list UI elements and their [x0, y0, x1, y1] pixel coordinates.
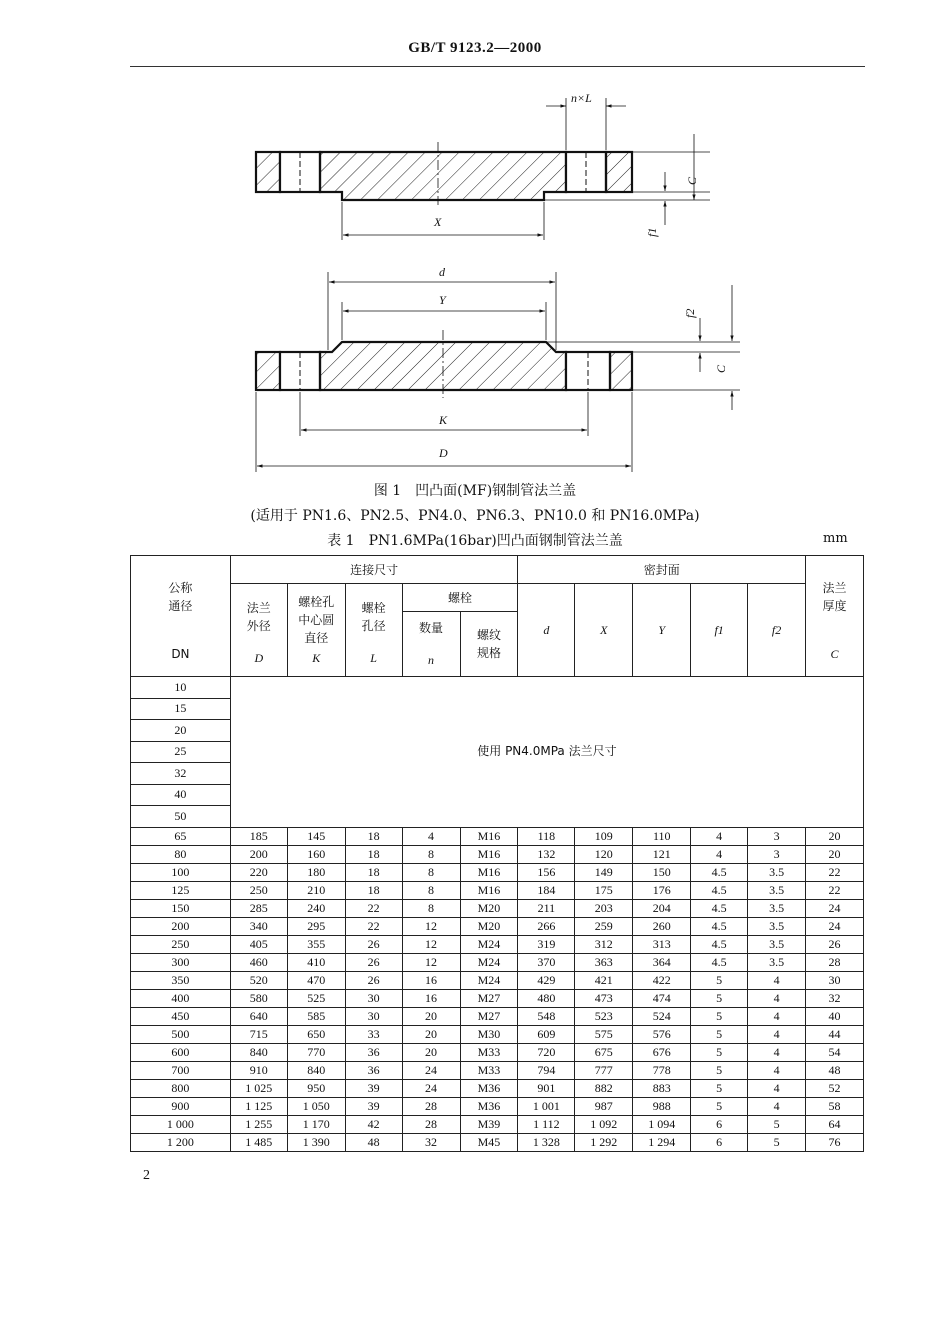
label-C-upper: C: [685, 176, 699, 185]
flange-drawing: [0, 0, 950, 530]
cell-n: 20: [402, 1007, 460, 1025]
figure-applicability: (适用于 PN1.6、PN2.5、PN4.0、PN6.3、PN10.0 和 PN16.0MPa): [250, 508, 700, 524]
cell-dn: 10: [131, 677, 231, 699]
cell-D: 910: [230, 1061, 287, 1079]
cell-dn: 65: [131, 827, 231, 845]
table-row: [131, 1007, 864, 1025]
cell-f1: 4.5: [691, 899, 748, 917]
cell-thread: M45: [460, 1133, 518, 1151]
cell-K: 410: [287, 953, 345, 971]
cell-thread: M16: [460, 845, 518, 863]
cell-X: 575: [575, 1025, 633, 1043]
lower-left-stub: [256, 352, 280, 390]
cell-f1: 4.5: [691, 935, 748, 953]
cell-d: 480: [518, 989, 575, 1007]
header-connection: 连接尺寸: [230, 556, 518, 584]
cell-n: 8: [402, 845, 460, 863]
cell-d: 1 001: [518, 1097, 575, 1115]
flange-dimension-table: [130, 555, 864, 1152]
cell-thread: M33: [460, 1043, 518, 1061]
cell-f2: 5: [748, 1133, 806, 1151]
cell-dn: 900: [131, 1097, 231, 1115]
cell-n: 12: [402, 935, 460, 953]
cell-dn: 300: [131, 953, 231, 971]
cell-dn: 80: [131, 845, 231, 863]
cell-thread: M16: [460, 827, 518, 845]
header-qty: [402, 612, 460, 677]
cell-thread: M24: [460, 971, 518, 989]
cell-thread: M36: [460, 1097, 518, 1115]
cell-L: 26: [345, 971, 402, 989]
cell-f1: 6: [691, 1133, 748, 1151]
cell-D: 1 485: [230, 1133, 287, 1151]
table-row: [131, 935, 864, 953]
header-nominal: [131, 556, 231, 677]
cell-Y: 110: [633, 827, 691, 845]
cell-K: 210: [287, 881, 345, 899]
cell-C: 20: [806, 845, 864, 863]
cell-C: 30: [806, 971, 864, 989]
cell-D: 580: [230, 989, 287, 1007]
cell-C: 52: [806, 1079, 864, 1097]
cell-f2: 3.5: [748, 899, 806, 917]
cell-C: 22: [806, 881, 864, 899]
cell-Y: 576: [633, 1025, 691, 1043]
cell-dn: 25: [131, 741, 231, 763]
cell-L: 18: [345, 845, 402, 863]
cell-L: 36: [345, 1043, 402, 1061]
cell-thread: M33: [460, 1061, 518, 1079]
sym-D: D: [254, 651, 264, 665]
cell-d: 211: [518, 899, 575, 917]
label-nxL: n×L: [571, 91, 592, 105]
cell-K: 160: [287, 845, 345, 863]
cell-n: 20: [402, 1025, 460, 1043]
cell-dn: 20: [131, 720, 231, 742]
cell-n: 8: [402, 881, 460, 899]
table-row: [131, 1061, 864, 1079]
cell-dn: 125: [131, 881, 231, 899]
header-dn: DN: [171, 647, 190, 661]
cell-L: 42: [345, 1115, 402, 1133]
cell-n: 28: [402, 1097, 460, 1115]
cell-f1: 5: [691, 989, 748, 1007]
cell-thread: M20: [460, 899, 518, 917]
cell-C: 64: [806, 1115, 864, 1133]
cell-L: 26: [345, 935, 402, 953]
cell-Y: 778: [633, 1061, 691, 1079]
cell-thread: M24: [460, 953, 518, 971]
table-row: [131, 989, 864, 1007]
cell-n: 20: [402, 1043, 460, 1061]
cell-Y: 474: [633, 989, 691, 1007]
cell-dn: 1 000: [131, 1115, 231, 1133]
cell-thread: M30: [460, 1025, 518, 1043]
cell-Y: 1 094: [633, 1115, 691, 1133]
cell-D: 1 255: [230, 1115, 287, 1133]
cell-f1: 5: [691, 1025, 748, 1043]
cell-dn: 250: [131, 935, 231, 953]
cell-C: 32: [806, 989, 864, 1007]
cell-L: 39: [345, 1097, 402, 1115]
cell-d: 370: [518, 953, 575, 971]
cell-dn: 40: [131, 784, 231, 806]
table-row: [131, 971, 864, 989]
cell-L: 18: [345, 863, 402, 881]
cell-d: 132: [518, 845, 575, 863]
cell-dn: 100: [131, 863, 231, 881]
cell-L: 30: [345, 1007, 402, 1025]
lower-section-view: [256, 272, 740, 472]
cell-f1: 4.5: [691, 863, 748, 881]
cell-K: 585: [287, 1007, 345, 1025]
cell-K: 1 390: [287, 1133, 345, 1151]
cell-d: 1 112: [518, 1115, 575, 1133]
table-row: [131, 1115, 864, 1133]
table-unit: mm: [823, 531, 848, 546]
label-X: X: [434, 215, 442, 229]
cell-f1: 5: [691, 1061, 748, 1079]
cell-X: 675: [575, 1043, 633, 1061]
header-flange-od: [230, 584, 287, 677]
sym-K: K: [312, 651, 321, 665]
cell-Y: 422: [633, 971, 691, 989]
cell-X: 203: [575, 899, 633, 917]
figure-caption: 图 1 凹凸面(MF)钢制管法兰盖: [373, 483, 577, 499]
cell-K: 470: [287, 971, 345, 989]
cell-f1: 5: [691, 1007, 748, 1025]
cell-f2: 3.5: [748, 863, 806, 881]
cell-Y: 1 294: [633, 1133, 691, 1151]
cell-f1: 5: [691, 1043, 748, 1061]
cell-dn: 15: [131, 698, 231, 720]
cell-C: 40: [806, 1007, 864, 1025]
cell-n: 16: [402, 989, 460, 1007]
cell-D: 185: [230, 827, 287, 845]
cell-D: 200: [230, 845, 287, 863]
cell-X: 1 092: [575, 1115, 633, 1133]
cell-dn: 500: [131, 1025, 231, 1043]
table-row: [131, 917, 864, 935]
upper-section-view: [256, 98, 710, 240]
cell-Y: 676: [633, 1043, 691, 1061]
cell-L: 30: [345, 989, 402, 1007]
cell-thread: M24: [460, 935, 518, 953]
cell-L: 36: [345, 1061, 402, 1079]
header-flange-od-text: 法兰 外径: [246, 601, 271, 633]
table-row: [131, 953, 864, 971]
cell-f2: 3: [748, 827, 806, 845]
sym-f1: f1: [691, 584, 748, 677]
cell-K: 295: [287, 917, 345, 935]
table-row: [131, 1097, 864, 1115]
table-row: [131, 1079, 864, 1097]
header-bolt-hole-text: 螺栓 孔径: [361, 601, 386, 633]
cell-K: 1 050: [287, 1097, 345, 1115]
cell-f2: 4: [748, 1061, 806, 1079]
cell-Y: 204: [633, 899, 691, 917]
cell-f2: 3: [748, 845, 806, 863]
cell-dn: 800: [131, 1079, 231, 1097]
header-bolt-hole: [345, 584, 402, 677]
cell-thread: M36: [460, 1079, 518, 1097]
cell-f1: 4: [691, 845, 748, 863]
table-row: [131, 1043, 864, 1061]
label-f1: f1: [645, 227, 659, 237]
cell-D: 520: [230, 971, 287, 989]
cell-Y: 260: [633, 917, 691, 935]
cell-f2: 3.5: [748, 953, 806, 971]
sym-X: X: [575, 584, 633, 677]
cell-X: 421: [575, 971, 633, 989]
cell-D: 1 125: [230, 1097, 287, 1115]
header-bolt-circle: [287, 584, 345, 677]
cell-f1: 4.5: [691, 917, 748, 935]
label-d: d: [439, 265, 445, 279]
cell-dn: 1 200: [131, 1133, 231, 1151]
cell-n: 16: [402, 971, 460, 989]
cell-thread: M16: [460, 881, 518, 899]
cell-d: 720: [518, 1043, 575, 1061]
cell-X: 987: [575, 1097, 633, 1115]
cell-K: 355: [287, 935, 345, 953]
cell-dn: 400: [131, 989, 231, 1007]
cell-C: 48: [806, 1061, 864, 1079]
cell-Y: 988: [633, 1097, 691, 1115]
cell-f1: 5: [691, 1079, 748, 1097]
cell-D: 250: [230, 881, 287, 899]
cell-L: 18: [345, 827, 402, 845]
cell-d: 319: [518, 935, 575, 953]
cell-C: 58: [806, 1097, 864, 1115]
cell-K: 145: [287, 827, 345, 845]
cell-C: 28: [806, 953, 864, 971]
cell-X: 363: [575, 953, 633, 971]
cell-f1: 4.5: [691, 881, 748, 899]
cell-D: 340: [230, 917, 287, 935]
cell-X: 175: [575, 881, 633, 899]
cell-D: 460: [230, 953, 287, 971]
cell-D: 220: [230, 863, 287, 881]
table-row: [131, 863, 864, 881]
cell-X: 312: [575, 935, 633, 953]
cell-d: 901: [518, 1079, 575, 1097]
cell-X: 523: [575, 1007, 633, 1025]
cell-dn: 700: [131, 1061, 231, 1079]
cell-Y: 313: [633, 935, 691, 953]
header-bolt: 螺栓: [402, 584, 518, 612]
cell-L: 22: [345, 899, 402, 917]
cell-n: 12: [402, 953, 460, 971]
cell-C: 54: [806, 1043, 864, 1061]
cell-C: 22: [806, 863, 864, 881]
cell-dn: 50: [131, 806, 231, 828]
cell-X: 882: [575, 1079, 633, 1097]
cell-f2: 3.5: [748, 935, 806, 953]
cell-dn: 450: [131, 1007, 231, 1025]
cell-f2: 4: [748, 1079, 806, 1097]
cell-D: 1 025: [230, 1079, 287, 1097]
cell-X: 473: [575, 989, 633, 1007]
sym-d: d: [518, 584, 575, 677]
cell-Y: 150: [633, 863, 691, 881]
cell-Y: 883: [633, 1079, 691, 1097]
cell-thread: M39: [460, 1115, 518, 1133]
table-row: [131, 899, 864, 917]
table-row: [131, 677, 864, 699]
cell-D: 840: [230, 1043, 287, 1061]
cell-C: 20: [806, 827, 864, 845]
cell-dn: 150: [131, 899, 231, 917]
sym-L: L: [370, 651, 377, 665]
cell-L: 26: [345, 953, 402, 971]
upper-body: [320, 152, 566, 200]
cell-C: 76: [806, 1133, 864, 1151]
cell-Y: 364: [633, 953, 691, 971]
cell-f2: 3.5: [748, 917, 806, 935]
cell-f1: 5: [691, 1097, 748, 1115]
sym-C: C: [830, 647, 839, 661]
cell-K: 240: [287, 899, 345, 917]
cell-d: 266: [518, 917, 575, 935]
cell-f2: 3.5: [748, 881, 806, 899]
cell-Y: 524: [633, 1007, 691, 1025]
cell-f2: 4: [748, 971, 806, 989]
label-Y: Y: [439, 293, 446, 307]
cell-X: 120: [575, 845, 633, 863]
cell-C: 26: [806, 935, 864, 953]
cell-thread: M27: [460, 989, 518, 1007]
cell-Y: 121: [633, 845, 691, 863]
cell-f2: 4: [748, 1097, 806, 1115]
cell-D: 715: [230, 1025, 287, 1043]
cell-n: 24: [402, 1061, 460, 1079]
cell-dn: 200: [131, 917, 231, 935]
cell-d: 118: [518, 827, 575, 845]
cell-f2: 4: [748, 1043, 806, 1061]
cell-K: 1 170: [287, 1115, 345, 1133]
cell-f2: 4: [748, 1025, 806, 1043]
cell-f1: 5: [691, 971, 748, 989]
label-f2: f2: [683, 308, 697, 318]
cell-L: 22: [345, 917, 402, 935]
cell-d: 1 328: [518, 1133, 575, 1151]
cell-n: 8: [402, 899, 460, 917]
cell-n: 24: [402, 1079, 460, 1097]
cell-L: 33: [345, 1025, 402, 1043]
lower-right-stub: [610, 352, 632, 390]
cell-X: 259: [575, 917, 633, 935]
cell-n: 28: [402, 1115, 460, 1133]
cell-d: 548: [518, 1007, 575, 1025]
table-row: [131, 1025, 864, 1043]
cell-thread: M20: [460, 917, 518, 935]
label-K: K: [439, 413, 448, 427]
cell-C: 24: [806, 899, 864, 917]
cell-K: 950: [287, 1079, 345, 1097]
cell-K: 770: [287, 1043, 345, 1061]
header-sealing: 密封面: [518, 556, 806, 584]
cell-K: 525: [287, 989, 345, 1007]
header-nominal-text: 公称 通径: [168, 581, 193, 613]
label-C-lower: C: [714, 364, 728, 373]
upper-right-stub: [606, 152, 632, 192]
header-thickness-text: 法兰 厚度: [822, 581, 847, 613]
cell-L: 48: [345, 1133, 402, 1151]
cell-L: 18: [345, 881, 402, 899]
cell-f1: 4: [691, 827, 748, 845]
cell-d: 609: [518, 1025, 575, 1043]
table-row: [131, 1133, 864, 1151]
header-thread: 螺纹 规格: [460, 612, 518, 677]
cell-X: 109: [575, 827, 633, 845]
standard-header: GB/T 9123.2—2000: [408, 40, 542, 56]
cell-dn: 600: [131, 1043, 231, 1061]
cell-D: 405: [230, 935, 287, 953]
cell-X: 1 292: [575, 1133, 633, 1151]
cell-D: 640: [230, 1007, 287, 1025]
cell-K: 650: [287, 1025, 345, 1043]
data-rows: [131, 827, 864, 1151]
cell-K: 840: [287, 1061, 345, 1079]
table-row: [131, 881, 864, 899]
cell-dn: 350: [131, 971, 231, 989]
cell-thread: M16: [460, 863, 518, 881]
label-D: D: [439, 446, 448, 460]
cell-f1: 4.5: [691, 953, 748, 971]
cell-C: 44: [806, 1025, 864, 1043]
cell-f2: 5: [748, 1115, 806, 1133]
cell-n: 8: [402, 863, 460, 881]
table-row: [131, 845, 864, 863]
cell-dn: 32: [131, 763, 231, 785]
cell-X: 149: [575, 863, 633, 881]
upper-left-stub: [256, 152, 280, 192]
cell-K: 180: [287, 863, 345, 881]
cell-f2: 4: [748, 1007, 806, 1025]
cell-n: 12: [402, 917, 460, 935]
cell-n: 4: [402, 827, 460, 845]
header-thickness: [806, 556, 864, 677]
cell-f1: 6: [691, 1115, 748, 1133]
cell-d: 429: [518, 971, 575, 989]
cell-d: 156: [518, 863, 575, 881]
cell-C: 24: [806, 917, 864, 935]
cell-L: 39: [345, 1079, 402, 1097]
sym-Y: Y: [633, 584, 691, 677]
header-bolt-circle-text: 螺栓孔 中心圆 直径: [298, 595, 335, 645]
table-title: 表 1 PN1.6MPa(16bar)凹凸面钢制管法兰盖: [327, 533, 623, 549]
small-size-note: 使用 PN4.0MPa 法兰尺寸: [230, 677, 863, 828]
cell-D: 285: [230, 899, 287, 917]
cell-X: 777: [575, 1061, 633, 1079]
cell-d: 794: [518, 1061, 575, 1079]
cell-Y: 176: [633, 881, 691, 899]
small-size-rows: [131, 677, 864, 828]
cell-d: 184: [518, 881, 575, 899]
sym-n: n: [428, 653, 435, 667]
sym-f2: f2: [748, 584, 806, 677]
cell-n: 32: [402, 1133, 460, 1151]
cell-thread: M27: [460, 1007, 518, 1025]
table-row: [131, 827, 864, 845]
cell-f2: 4: [748, 989, 806, 1007]
header-qty-text: 数量: [419, 621, 444, 635]
page-number: 2: [143, 1168, 150, 1183]
